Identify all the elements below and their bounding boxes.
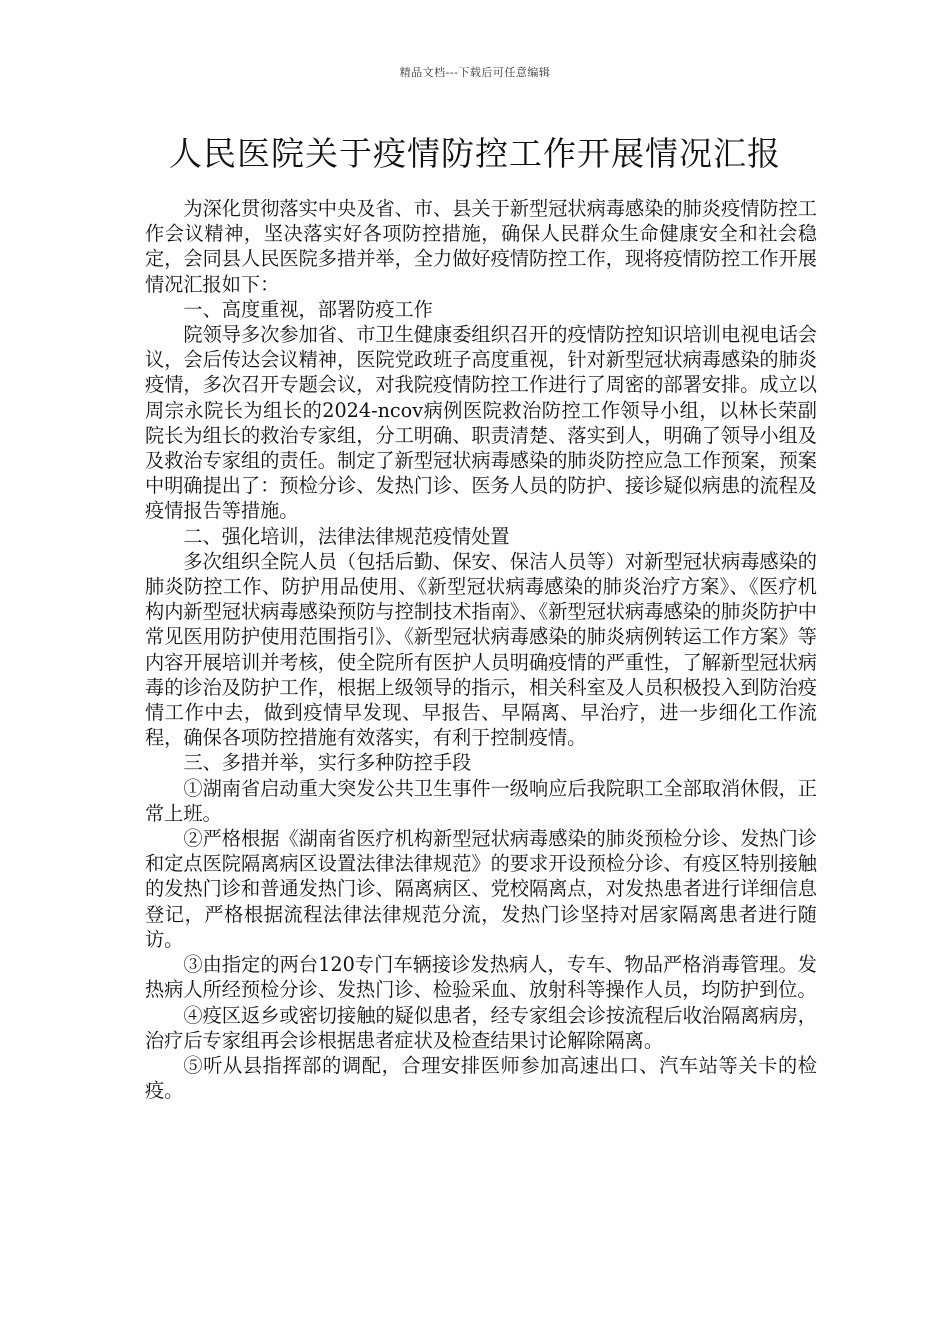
document-title: 人民医院关于疫情防控工作开展情况汇报 — [169, 134, 781, 173]
measure-item-4: ④疫区返乡或密切接触的疑似患者，经专家组会诊按流程后收治隔离病房，治疗后专家组再会诊根据患者症状及检查结果讨论解除隔离。 — [145, 1003, 817, 1052]
document-body — [145, 196, 817, 1103]
section-heading-1: 一、高度重视，部署防疫工作 — [183, 297, 433, 321]
header-note: 精品文档---下载后可任意编辑 — [399, 66, 551, 79]
measure-item-3: ③由指定的两台120专门车辆接诊发热病人，专车、物品严格消毒管理。发热病人所经预检分诊、发热门诊、检验采血、放射科等操作人员，均防护到位。 — [145, 953, 817, 1002]
section-1-paragraph: 院领导多次参加省、市卫生健康委组织召开的疫情防控知识培训电视电话会议，会后传达会议精神，医院党政班子高度重视，针对新型冠状病毒感染的肺炎疫情，多次召开专题会议，对我院疫情防控工作进行了周密的部署安排。成立以周宗永院长为组长的2024-ncov病例医院救治防控工作领导小组，以林长荣副院长为组长的救治专家组，分工明确、职责清楚、落实到人，明确了领导小组及及救治专家组的责任。制定了新型冠状病毒感染的肺炎防控应急工作预案，预案中明确提出了：预检分诊、发热门诊、医务人员的防护、接诊疑似病患的流程及疫情报告等措施。 — [145, 323, 817, 523]
section-2-paragraph: 多次组织全院人员（包括后勤、保安、保洁人员等）对新型冠状病毒感染的肺炎防控工作、防护用品使用、《新型冠状病毒感染的肺炎治疗方案》、《医疗机构内新型冠状病毒感染预防与控制技术指南》、《新型冠状病毒感染的肺炎防护中常见医用防护使用范围指引》、《新型冠状病毒感染的肺炎病例转运工作方案》等内容开展培训并考核，使全院所有医护人员明确疫情的严重性，了解新型冠状病毒的诊治及防护工作，根据上级领导的指示，相关科室及人员积极投入到防治疫情工作中去，做到疫情早发现、早报告、早隔离、早治疗，进一步细化工作流程，确保各项防控措施有效落实，有利于控制疫情。 — [145, 549, 817, 750]
intro-paragraph: 为深化贯彻落实中央及省、市、县关于新型冠状病毒感染的肺炎疫情防控工作会议精神，坚决落实好各项防控措施，确保人民群众生命健康安全和社会稳定，会同县人民医院多措并举，全力做好疫情防控工作，现将疫情防控工作开展情况汇报如下： — [145, 197, 817, 296]
measure-item-2: ②严格根据《湖南省医疗机构新型冠状病毒感染的肺炎预检分诊、发热门诊和定点医院隔离病区设置法律法律规范》的要求开设预检分诊、有疫区特别接触的发热门诊和普通发热门诊、隔离病区、党校隔离点，对发热患者进行详细信息登记，严格根据流程法律法律规范分流，发热门诊坚持对居家隔离患者进行随访。 — [145, 827, 817, 951]
measure-item-1: ①湖南省启动重大突发公共卫生事件一级响应后我院职工全部取消休假，正常上班。 — [145, 776, 817, 825]
measure-item-5: ⑤听从县指挥部的调配，合理安排医师参加高速出口、汽车站等关卡的检疫。 — [145, 1053, 817, 1103]
section-heading-2: 二、强化培训，法律法律规范疫情处置 — [183, 524, 510, 548]
section-heading-3: 三、多措并举，实行多种防控手段 — [183, 751, 472, 775]
